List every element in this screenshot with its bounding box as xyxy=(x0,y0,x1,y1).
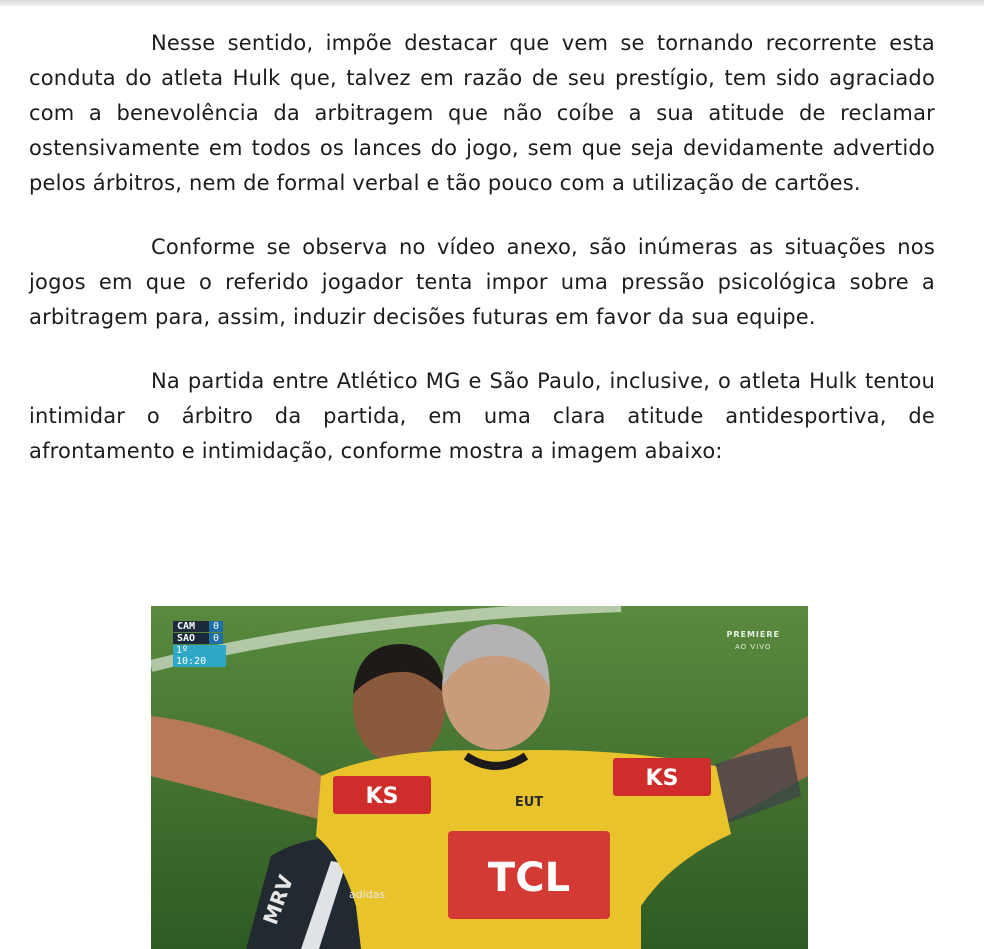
scorebug xyxy=(173,620,226,667)
paragraph-1: Nesse sentido, impõe destacar que vem se tornando recorrente esta conduta do atleta Hulk que, talvez em razão de seu prestígio, tem sido agraciado com a benevolência da arbitragem que não coíbe a sua atitude de reclamar ostensivamente em todos os lances do jogo, sem que seja devidamente advertido pelos árbitros, nem de formal verbal e tão pouco com a utilização de cartões. xyxy=(29,31,935,195)
paragraph-2: Conforme se observa no vídeo anexo, são inúmeras as situações nos jogos em que o referido jogador tenta impor uma pressão psicológica sobre a arbitragem para, assim, induzir decisões futuras em favor da sua equipe. xyxy=(29,235,935,329)
player-brand-text: adidas xyxy=(349,888,386,901)
window-top-edge xyxy=(0,0,984,6)
broadcaster-logo: PREMIERE xyxy=(726,630,780,639)
scorebug-row-home xyxy=(173,620,226,632)
broadcast-watermark xyxy=(726,630,780,651)
player-sponsor-text: MRV xyxy=(258,871,299,928)
shoulder-sponsor-right-text: KS xyxy=(645,766,679,791)
live-indicator: AO VIVO xyxy=(735,643,772,651)
photo-scene xyxy=(151,606,808,949)
home-team-score: 0 xyxy=(209,621,223,632)
away-team-abbr: SAO xyxy=(173,633,209,644)
scorebug-row-away xyxy=(173,632,226,644)
document-body xyxy=(29,26,935,469)
home-team-abbr: CAM xyxy=(173,621,209,632)
away-team-score: 0 xyxy=(209,633,223,644)
center-sponsor-text: TCL xyxy=(487,855,571,901)
match-photo xyxy=(151,606,808,949)
paragraph-3: Na partida entre Atlético MG e São Paulo, inclusive, o atleta Hulk tentou intimidar o árbitro da partida, em uma clara atitude antidesportiva, de afrontamento e intimidação, conforme mostra a imagem abaixo: xyxy=(29,369,935,463)
jersey-badge: EUT xyxy=(514,795,544,810)
match-clock: 1º 10:20 xyxy=(173,645,226,667)
shoulder-sponsor-left-text: KS xyxy=(365,784,399,809)
